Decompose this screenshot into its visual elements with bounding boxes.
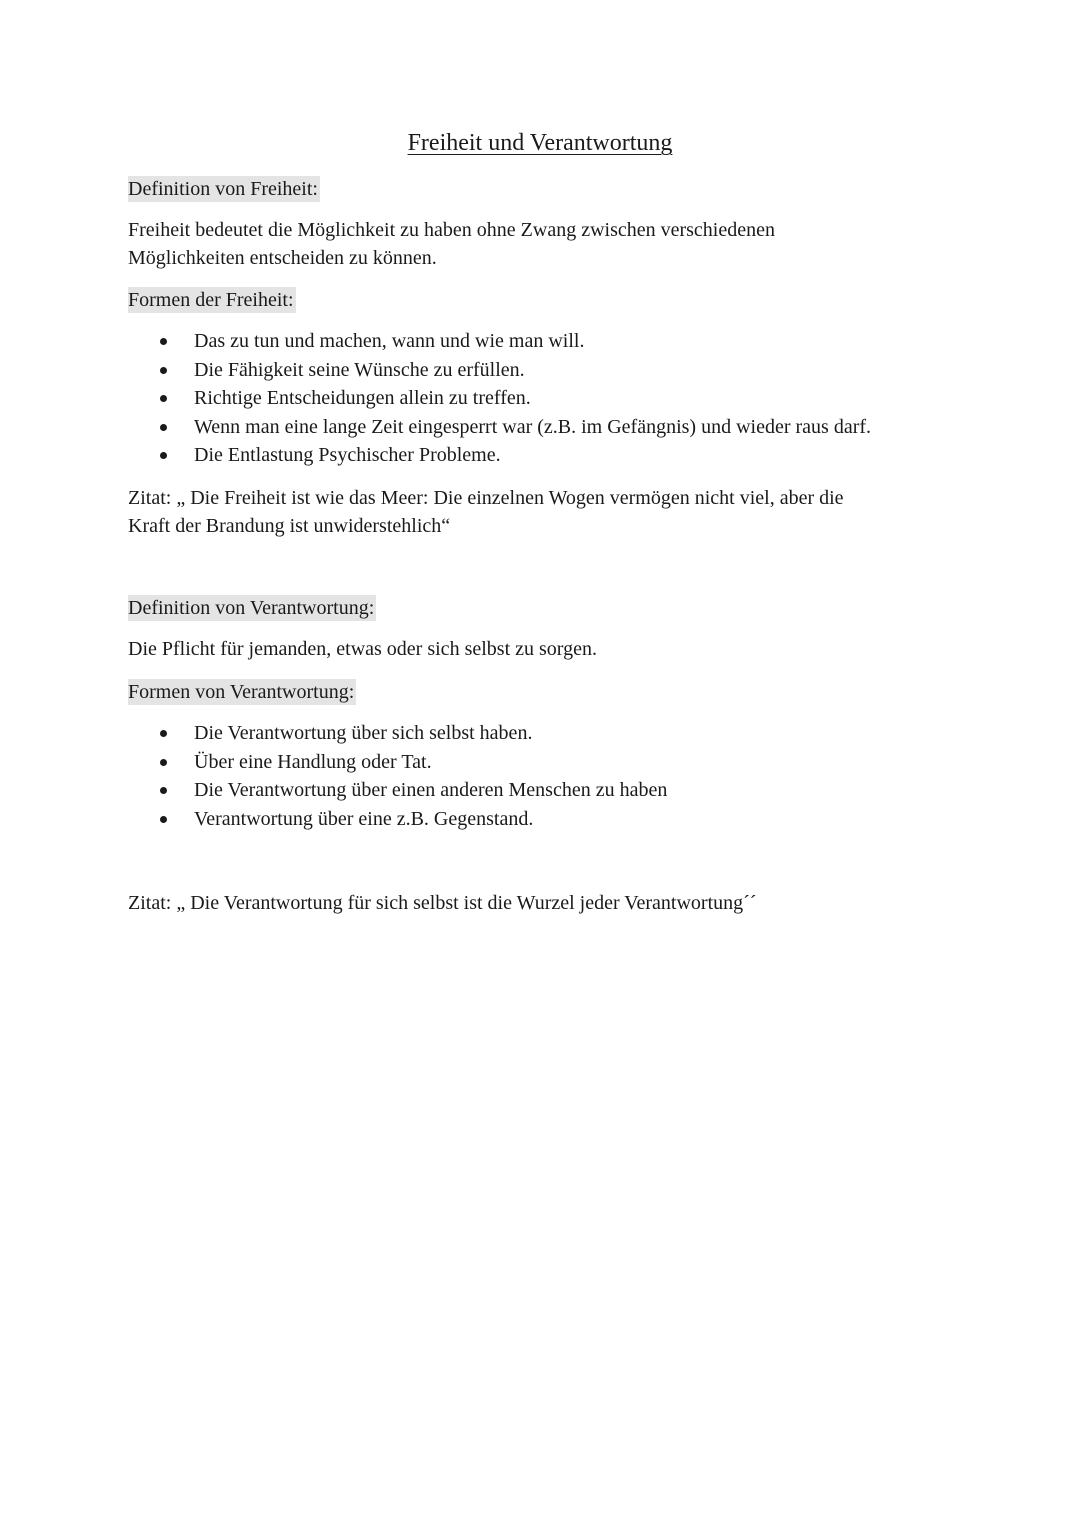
definition-verantwortung-text: Die Pflicht für jemanden, etwas oder sich selbst zu sorgen. — [128, 638, 597, 660]
bullet-icon — [160, 787, 167, 794]
bullet-icon — [160, 816, 167, 823]
bullet-icon — [160, 759, 167, 766]
bullet-icon — [160, 452, 167, 459]
definition-freiheit-text: Freiheit bedeutet die Möglichkeit zu haben ohne Zwang zwischen verschiedenen Möglichkeiten entscheiden zu können. — [128, 219, 775, 269]
list-item: Die Verantwortung über einen anderen Menschen zu haben — [0, 776, 667, 805]
document-title-text: Freiheit und Verantwortung — [407, 130, 673, 156]
bullet-icon — [160, 338, 167, 345]
forms-verantwortung-heading: Formen von Verantwortung: — [128, 681, 355, 703]
bullet-icon — [160, 424, 167, 431]
list-item: Über eine Handlung oder Tat. — [0, 748, 667, 777]
forms-verantwortung-heading-block — [128, 678, 948, 706]
quote-freiheit: Zitat: „ Die Freiheit ist wie das Meer: Die einzelnen Wogen vermögen nicht viel, aber die Kraft der Brandung ist unwiderstehlich“ — [128, 487, 844, 537]
list-item: Verantwortung über eine z.B. Gegenstand. — [0, 805, 667, 834]
bullet-icon — [160, 730, 167, 737]
forms-freiheit-heading: Formen der Freiheit: — [128, 289, 294, 311]
list-item: Die Entlastung Psychischer Probleme. — [0, 441, 871, 470]
bullet-icon — [160, 395, 167, 402]
forms-freiheit-list — [0, 327, 871, 470]
definition-freiheit-heading: Definition von Freiheit: — [128, 178, 318, 200]
definition-freiheit-heading-block — [128, 175, 948, 203]
forms-verantwortung-list — [0, 719, 667, 833]
list-item: Die Fähigkeit seine Wünsche zu erfüllen. — [0, 356, 871, 385]
bullet-icon — [160, 367, 167, 374]
list-item: Wenn man eine lange Zeit eingesperrt war (z.B. im Gefängnis) und wieder raus darf. — [0, 413, 871, 442]
forms-freiheit-heading-block — [128, 286, 948, 314]
definition-verantwortung-heading-block — [128, 594, 948, 622]
quote-verantwortung: Zitat: „ Die Verantwortung für sich selbst ist die Wurzel jeder Verantwortung´´ — [128, 892, 757, 914]
list-item: Richtige Entscheidungen allein zu treffen. — [0, 384, 871, 413]
definition-verantwortung-heading: Definition von Verantwortung: — [128, 597, 375, 619]
list-item: Die Verantwortung über sich selbst haben. — [0, 719, 667, 748]
list-item: Das zu tun und machen, wann und wie man will. — [0, 327, 871, 356]
document-title — [0, 128, 1080, 158]
